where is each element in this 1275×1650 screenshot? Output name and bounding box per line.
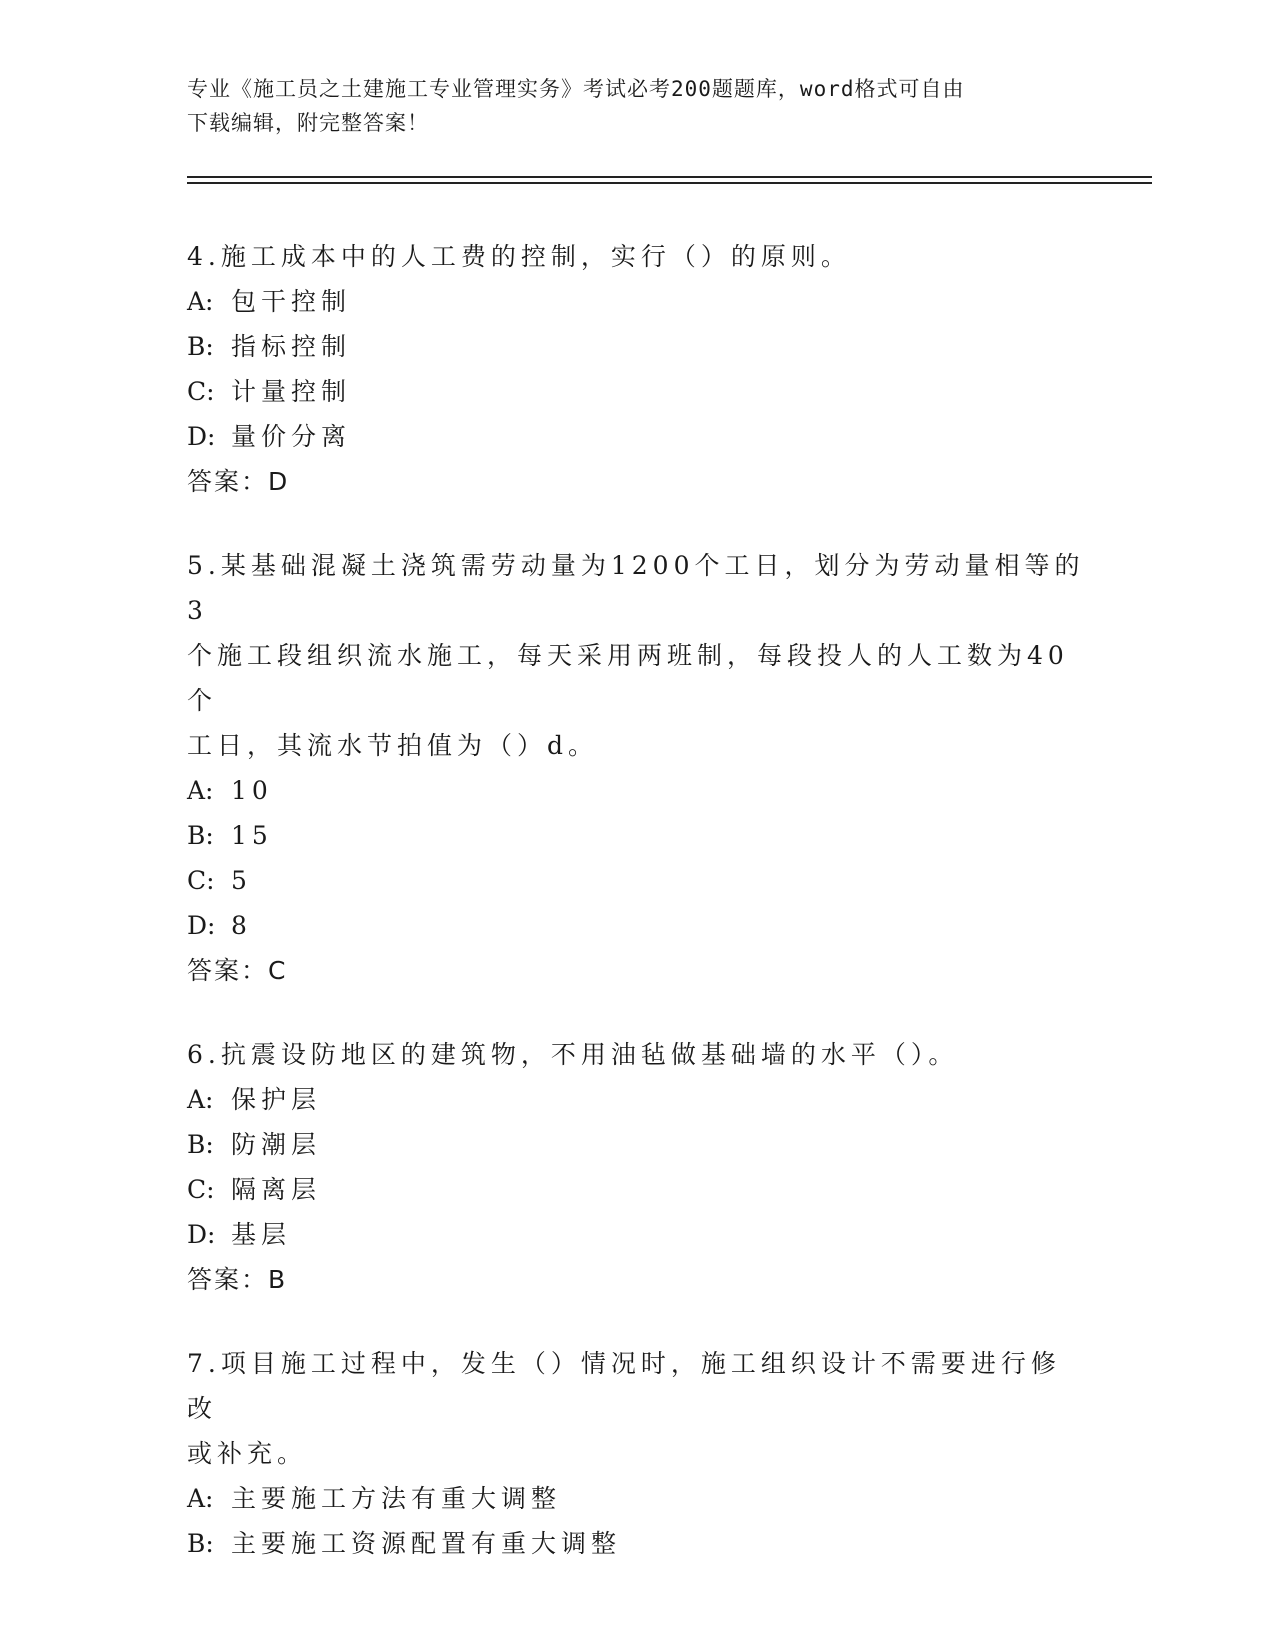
header-line: 下载编辑，附完整答案！ [187,111,429,135]
option-letter: B: [187,821,214,850]
option-text: 5 [231,866,252,895]
option-letter: C: [187,866,215,895]
question-text: 7.项目施工过程中，发生（）情况时，施工组织设计不需要进行修改 [187,1349,1061,1423]
document-header [187,72,1077,140]
option-text: 10 [231,776,273,805]
option-letter: A: [187,1484,214,1513]
option-letter: B: [187,332,214,361]
question-text: 5.某基础混凝土浇筑需劳动量为1200个工日，划分为劳动量相等的3 [187,551,1085,625]
option-letter: A: [187,287,214,316]
answer-text: 答案：C [187,956,288,985]
option-d [187,1212,1087,1257]
option-text: 主要施工方法有重大调整 [231,1484,562,1513]
option-letter: D: [187,422,216,451]
question-item [187,1032,1087,1302]
option-text: 隔离层 [231,1175,322,1204]
option-text: 量价分离 [231,422,352,451]
option-text: 计量控制 [231,377,352,406]
option-text: 指标控制 [231,332,352,361]
header-line: 专业《施工员之土建施工专业管理实务》考试必考200题题库，word格式可自由 [187,77,965,101]
question-text: 个施工段组织流水施工，每天采用两班制，每段投人的人工数为40个 [187,641,1069,715]
option-a [187,1476,1087,1521]
option-d [187,903,1087,948]
answer-text: 答案：B [187,1265,288,1294]
option-letter: A: [187,776,214,805]
option-d [187,414,1087,459]
question-item [187,1341,1087,1566]
option-c [187,858,1087,903]
option-letter: B: [187,1529,214,1558]
option-text: 包干控制 [231,287,352,316]
option-c [187,369,1087,414]
header-divider [187,182,1152,184]
question-text: 工日，其流水节拍值为（）d。 [187,731,599,760]
option-text: 保护层 [231,1085,322,1114]
option-text: 8 [231,911,252,940]
option-a [187,768,1087,813]
option-c [187,1167,1087,1212]
option-text: 15 [231,821,273,850]
question-item [187,234,1087,504]
option-letter: C: [187,377,215,406]
header-divider [187,176,1152,178]
option-letter: D: [187,911,216,940]
option-a [187,279,1087,324]
option-b [187,324,1087,369]
option-letter: D: [187,1220,216,1249]
option-letter: A: [187,1085,214,1114]
question-list [187,234,1087,1605]
answer-text: 答案：D [187,467,290,496]
option-b [187,1122,1087,1167]
option-text: 主要施工资源配置有重大调整 [231,1529,622,1558]
option-letter: C: [187,1175,215,1204]
option-text: 基层 [231,1220,292,1249]
question-text: 4.施工成本中的人工费的控制，实行（）的原则。 [187,242,851,271]
question-item [187,543,1087,993]
option-b [187,813,1087,858]
question-text: 6.抗震设防地区的建筑物，不用油毡做基础墙的水平（）。 [187,1040,959,1069]
option-text: 防潮层 [231,1130,322,1159]
option-letter: B: [187,1130,214,1159]
option-a [187,1077,1087,1122]
question-text: 或补充。 [187,1439,308,1468]
option-b [187,1521,1087,1566]
